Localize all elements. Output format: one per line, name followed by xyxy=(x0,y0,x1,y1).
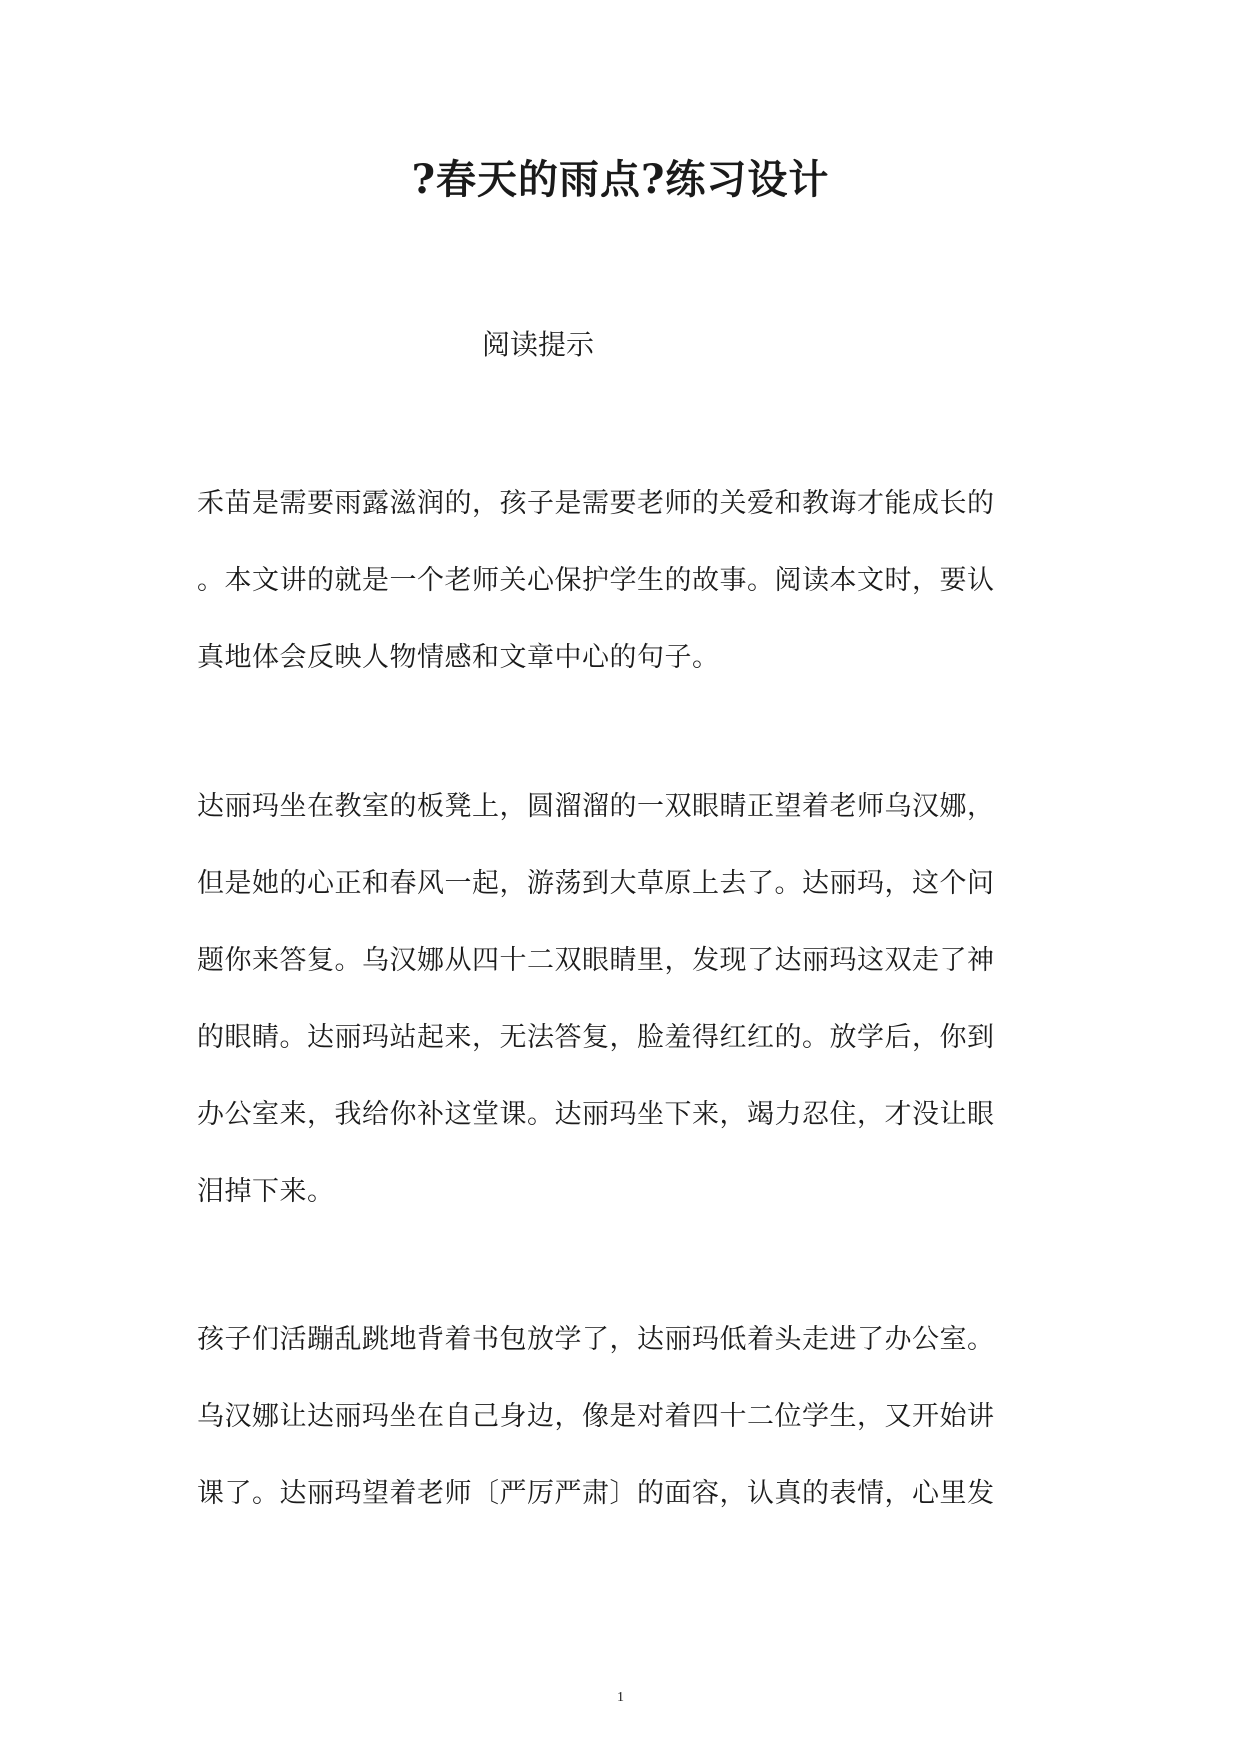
text-line: 题你来答复。乌汉娜从四十二双眼睛里，发现了达丽玛这双走了神 xyxy=(197,945,995,976)
text-line: 但是她的心正和春风一起，游荡到大草原上去了。达丽玛，这个问 xyxy=(197,868,995,899)
text-line: 办公室来，我给你补这堂课。达丽玛坐下来，竭力忍住，才没让眼 xyxy=(197,1099,995,1130)
text-line: 孩子们活蹦乱跳地背着书包放学了，达丽玛低着头走进了办公室。 xyxy=(197,1324,995,1355)
text-line: 真地体会反映人物情感和文章中心的句子。 xyxy=(197,642,720,673)
text-line: 乌汉娜让达丽玛坐在自己身边，像是对着四十二位学生，又开始讲 xyxy=(197,1401,995,1432)
paragraph-intro xyxy=(197,480,1047,711)
text-line: 禾苗是需要雨露滋润的，孩子是需要老师的关爱和教诲才能成长的 xyxy=(197,488,995,519)
text-line: 课了。达丽玛望着老师〔严厉严肃〕的面容，认真的表情，心里发 xyxy=(197,1478,995,1509)
page-number: 1 xyxy=(617,1690,624,1705)
section-heading-reading-tips: 阅读提示 xyxy=(482,328,595,361)
text-line: 泪掉下来。 xyxy=(197,1176,335,1207)
text-line: 达丽玛坐在教室的板凳上，圆溜溜的一双眼睛正望着老师乌汉娜， xyxy=(197,791,995,822)
text-line: 的眼睛。达丽玛站起来，无法答复，脸羞得红红的。放学后，你到 xyxy=(197,1022,995,1053)
text-line: 。本文讲的就是一个老师关心保护学生的故事。阅读本文时，要认 xyxy=(197,565,995,596)
paragraph-story-2 xyxy=(197,1316,1047,1547)
paragraph-story-1 xyxy=(197,783,1047,1245)
document-title: ?春天的雨点?练习设计 xyxy=(411,156,830,203)
